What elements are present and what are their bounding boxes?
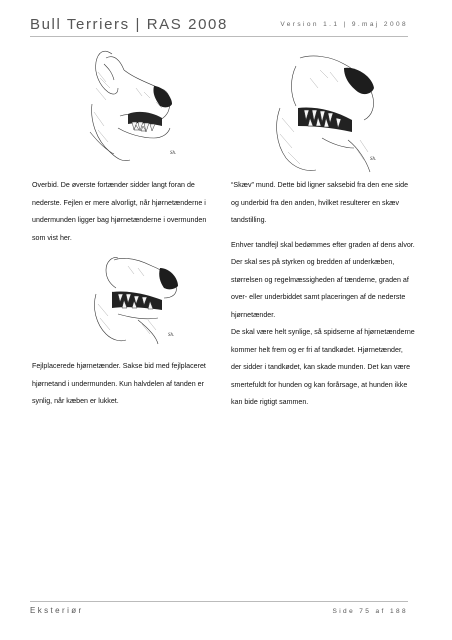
right-column-text: [231, 177, 415, 419]
hjornetaender-paragraph: De skal være helt synlige, så spidserne af hjørnetænderne kommer helt frem og er fri af tandkødet. Hjørnetænder, der sidder i tandkødet, kan skade munden. Det kan være smertefuldt for hunden og kan forårsage, at hunden ikke kan bide rigtigt sammen.: [231, 328, 415, 406]
illustration-signature: Sh.: [168, 333, 175, 338]
illustration-signature: Sh.: [370, 157, 377, 162]
illustration-signature: Sh.: [170, 151, 177, 156]
page-number: Side 75 af 188: [332, 608, 408, 615]
skaev-mund-illustration: [260, 48, 390, 178]
header-divider: [30, 36, 408, 37]
document-title: Bull Terriers | RAS 2008: [30, 16, 228, 33]
overbid-illustration: [84, 42, 182, 168]
tandfejl-paragraph: Enhver tandfejl skal bedømmes efter graden af dens alvor. Der skal ses på styrken og bredden af underkæben, størrelsen og regelmæssigheden af tænderne, graden af over- eller underbiddet samt placeringen af de nederste hjørnetænder.: [231, 240, 415, 319]
fejlplacerede-caption-text: Fejlplacerede hjørnetænder. Sakse bid med fejlplaceret hjørnetand i undermunden. Kun halvdelen af tanden er synlig, når kæben er lukket.: [32, 362, 206, 405]
skaev-caption-text: “Skæv” mund. Dette bid ligner saksebid fra den ene side og underbid fra den anden, hvilket resulterer en skæv tandstilling.: [231, 181, 409, 224]
version-info: Version 1.1 | 9.maj 2008: [280, 21, 408, 28]
section-name: Eksteriør: [30, 606, 84, 615]
overbid-caption-text: Overbid. De øverste fortænder sidder langt foran de nederste. Fejlen er mere alvorligt, når hjørnetænderne i undermunden ligger bag hjørnetænderne i overmunden som vist her.: [32, 181, 207, 242]
fejlplacerede-illustration: [88, 248, 184, 348]
footer-divider: [30, 601, 408, 602]
overbid-caption: [32, 177, 216, 254]
fejlplacerede-caption: [32, 358, 216, 418]
